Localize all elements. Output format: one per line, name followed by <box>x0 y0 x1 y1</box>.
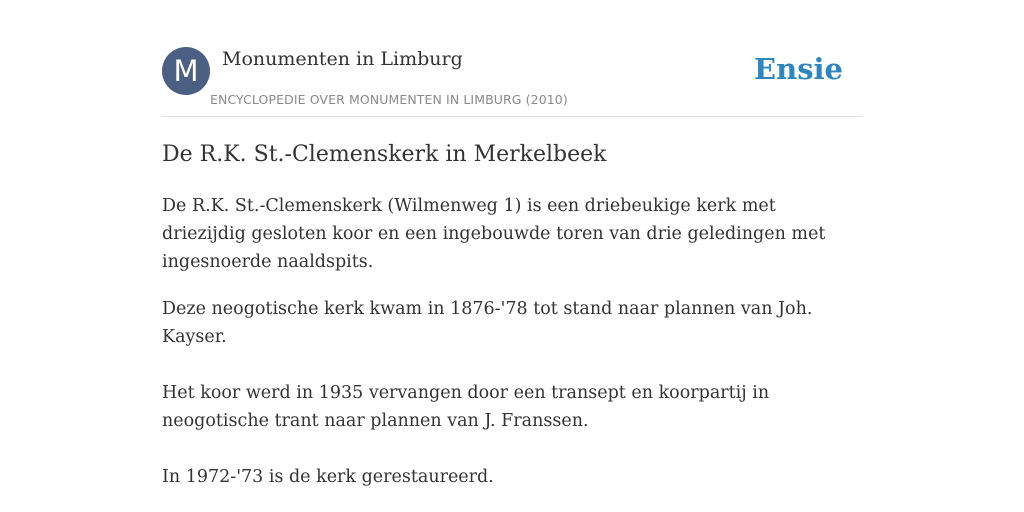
source-header <box>162 46 862 117</box>
source-avatar[interactable]: M <box>162 47 210 95</box>
article-paragraph: Het koor werd in 1935 vervangen door een transept en koorpartij in neogotische trant naar plannen van J. Franssen. <box>162 383 770 431</box>
article-paragraph: De R.K. St.-Clemenskerk (Wilmenweg 1) is een driebeukige kerk met driezijdig gesloten koor en een ingebouwde toren van drie geledingen met ingesnoerde naaldspits. <box>162 196 826 272</box>
article-paragraph: Deze neogotische kerk kwam in 1876-'78 tot stand naar plannen van Joh. Kayser. <box>162 299 813 347</box>
ensie-logo[interactable]: Ensie <box>754 52 843 86</box>
source-subtitle: ENCYCLOPEDIE OVER MONUMENTEN IN LIMBURG (2010) <box>210 92 568 107</box>
source-title-link[interactable]: Monumenten in Limburg <box>222 48 463 70</box>
article-paragraph: In 1972-'73 is de kerk gerestaureerd. <box>162 467 494 487</box>
article-body <box>162 192 862 491</box>
article-title: De R.K. St.-Clemenskerk in Merkelbeek <box>162 142 607 167</box>
article-content <box>162 138 862 491</box>
